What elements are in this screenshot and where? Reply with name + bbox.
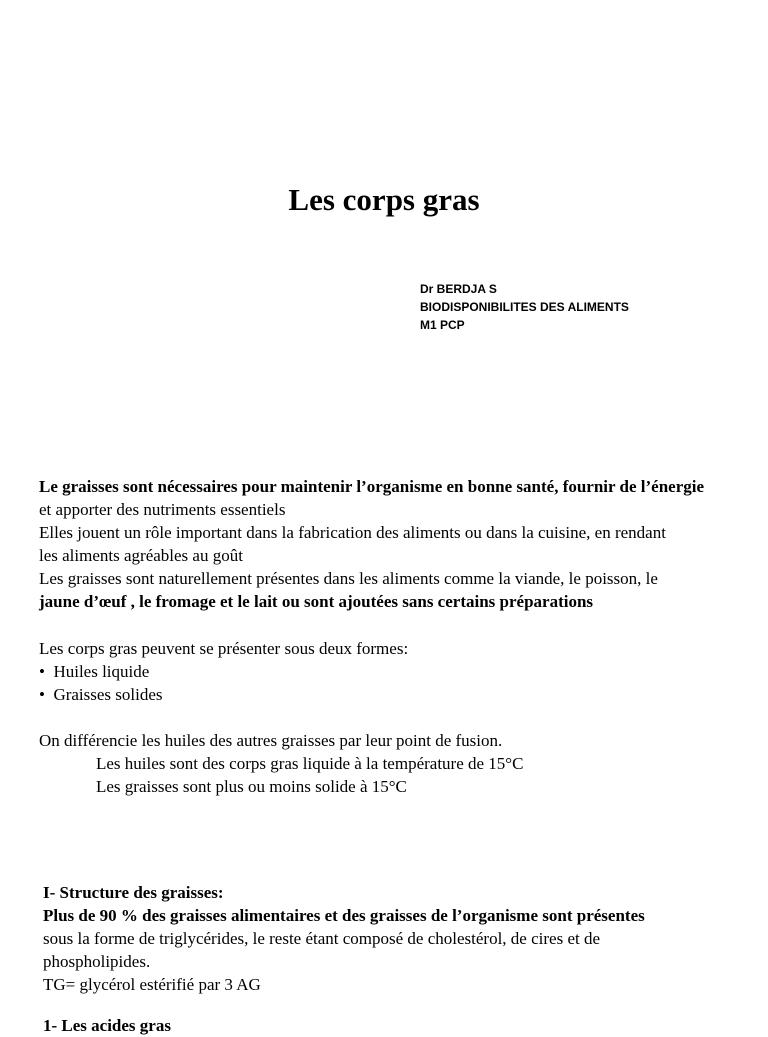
list-item-label: Graisses solides — [53, 685, 163, 704]
intro-line: les aliments agréables au goût — [39, 546, 243, 565]
author-block — [420, 280, 629, 334]
intro-line: Les graisses sont naturellement présentes dans les aliments comme la viande, le poisson, le — [39, 569, 658, 588]
course-name: BIODISPONIBILITES DES ALIMENTS — [420, 300, 629, 314]
intro-paragraph — [39, 475, 759, 613]
structure-line: Plus de 90 % des graisses alimentaires et des graisses de l’organisme sont présentes — [43, 906, 645, 925]
fusion-lead: On différencie les huiles des autres graisses par leur point de fusion. — [39, 731, 503, 750]
section-heading: I- Structure des graisses: — [43, 883, 224, 902]
next-heading-cut: 1- Les acides gras — [43, 1016, 171, 1035]
intro-line: et apporter des nutriments essentiels — [39, 500, 286, 519]
list-item-label: Huiles liquide — [53, 662, 150, 681]
forms-section — [39, 637, 408, 706]
list-item — [39, 660, 408, 683]
structure-line: sous la forme de triglycérides, le reste étant composé de cholestérol, de cires et de — [43, 929, 601, 948]
document-title: Les corps gras — [288, 182, 480, 217]
intro-line: Elles jouent un rôle important dans la fabrication des aliments ou dans la cuisine, en rendant — [39, 523, 666, 542]
bullet: • — [39, 685, 45, 704]
fusion-fats: Les graisses sont plus ou moins solide à 15°C — [96, 777, 407, 796]
course-level: M1 PCP — [420, 318, 465, 332]
author-name: Dr BERDJA S — [420, 282, 497, 296]
intro-line: jaune d’œuf , le fromage et le lait ou sont ajoutées sans certains préparations — [39, 592, 594, 611]
bullet: • — [39, 662, 45, 681]
fusion-section — [39, 729, 523, 798]
structure-section — [43, 881, 763, 996]
list-item — [39, 683, 408, 706]
forms-lead: Les corps gras peuvent se présenter sous deux formes: — [39, 639, 409, 658]
structure-line: TG= glycérol estérifié par 3 AG — [43, 975, 261, 994]
structure-line: phospholipides. — [43, 952, 151, 971]
intro-line: Le graisses sont nécessaires pour maintenir l’organisme en bonne santé, fournir de l’énergie — [39, 477, 705, 496]
fusion-oils: Les huiles sont des corps gras liquide à la température de 15°C — [96, 754, 524, 773]
